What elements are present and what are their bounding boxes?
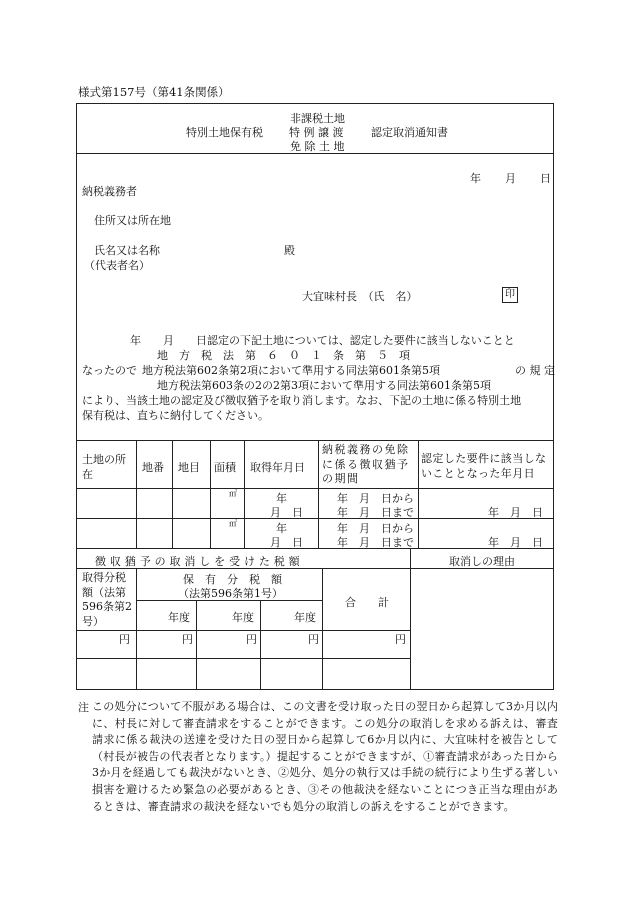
- t1-r2-unit: ㎡: [229, 519, 237, 528]
- t2-col-4: [322, 568, 323, 690]
- notes-text: この処分について不服がある場合は、この文書を受け取った日の翌日から起算して3か月以内に、村長に対して審査請求をすることができます。この処分の取消しを求める訴えは、審査請求に係る裁決の送達を受けた日の翌日から起算して6か月以内に、大宜味村を被告として（村長が被告の代表者となります。）提起することができますが、①審査請求があった日から3か月を経過しても裁決がないとき、②処分、処分の執行又は手続の続行により生ずる著しい損害を避けるため緊急の必要があるとき、③その他裁決を経ないことにつき正当な理由があるときは、審査請求の裁決を経ないでも処分の取消しの訴えをすることができます。: [92, 700, 558, 813]
- address-label: 住所又は所在地: [94, 214, 171, 227]
- title-stack-mid: 特 例 譲 渡: [289, 126, 344, 139]
- title-stack-bot: 免 除 土 地: [290, 140, 345, 153]
- body-line-3: により、当該土地の認定及び徴収猶予を取り消します。なお、下記の土地に係る特別土地: [82, 394, 522, 407]
- t2-year-2: 年度: [232, 611, 254, 624]
- t1-h-acquired: 取得年月日: [250, 461, 305, 474]
- body-law-b: 地方税法第602条第2項において準用する同法第601条第5項: [142, 364, 440, 377]
- t2-year-1: 年度: [168, 611, 190, 624]
- t1-r2-acq-md: 月 日: [270, 536, 303, 549]
- body-line-2-post: の 規 定: [515, 364, 555, 377]
- t1-r2-inel-date: 年 月 日: [488, 536, 543, 549]
- t1-h-category: 地目: [178, 461, 200, 474]
- t2-col-2: [196, 600, 197, 690]
- t1-r1-unit: ㎡: [229, 489, 237, 498]
- honorific: 殿: [284, 244, 295, 257]
- t1-r1-acq-md: 月 日: [270, 506, 303, 519]
- title-prefix: 特別土地保有税: [186, 126, 263, 139]
- date-year: 年: [470, 172, 481, 185]
- date-day: 日: [540, 172, 551, 185]
- t2-col-1: [136, 568, 137, 690]
- t1-r1-def-from: 年 月 日から: [337, 492, 414, 505]
- t2-reason-divider: [410, 548, 411, 690]
- t1-col-1: [136, 440, 137, 548]
- t1-col-6: [418, 440, 419, 548]
- taxpayer-label: 納税義務者: [82, 185, 137, 198]
- table1-bottom: [76, 548, 554, 549]
- t1-h-lot: 地番: [142, 461, 164, 474]
- seal-mark: 印: [502, 287, 518, 303]
- table1-top: [76, 440, 554, 441]
- body-law-c: 地方税法第603条の2の2第3項において準用する同法第601条第5項: [157, 379, 491, 392]
- issuer: 大宜味村長 （氏 名）: [302, 290, 418, 303]
- t2-row-divider: [76, 658, 410, 659]
- title-divider: [76, 153, 554, 154]
- t1-h-location: 土地の所在: [82, 453, 126, 481]
- t1-r2-def-from: 年 月 日から: [337, 522, 414, 535]
- t1-h-ineligible: 認定した要件に該当しないこととなった年月日: [421, 452, 547, 480]
- t2-holding-tax: 保 有 分 税 額: [183, 573, 282, 586]
- t1-r1-inel-date: 年 月 日: [488, 506, 543, 519]
- t1-col-2: [172, 440, 173, 548]
- t1-col-4: [244, 440, 245, 548]
- table1-header-bottom: [76, 488, 554, 489]
- body-line-1: 年 月 日認定の下記土地については、認定した要件に該当しないことと: [130, 334, 515, 347]
- t1-r2-def-to: 年 月 日まで: [337, 536, 414, 549]
- t2-header-right: 取消しの理由: [449, 555, 515, 568]
- representative-label: （代表者名）: [84, 259, 150, 272]
- title-suffix: 認定取消通知書: [371, 126, 448, 139]
- body-line-4: 保有税は、直ちに納付してください。: [82, 409, 269, 422]
- t2-yen-1: 円: [119, 633, 130, 646]
- body-line-2-pre: なったので: [82, 364, 137, 377]
- name-label: 氏名又は名称: [94, 244, 160, 257]
- form-number: 様式第157号（第41条関係）: [78, 85, 230, 99]
- t2-total: 合 計: [345, 596, 389, 609]
- t1-r1-acq-year: 年: [276, 492, 287, 505]
- t2-year-3: 年度: [294, 611, 316, 624]
- body-law-a: 地 方 税 法 第 ６ ０ １ 条 第 ５ 項: [157, 349, 410, 362]
- t1-r2-acq-year: 年: [276, 522, 287, 535]
- notes-label: 注: [78, 701, 89, 714]
- t1-col-3: [210, 440, 211, 548]
- t2-acquired-tax: 取得分税額（法第596条第2号）: [82, 571, 132, 628]
- t2-yen-4: 円: [308, 633, 319, 646]
- t2-holding-law: （法第596条第1号）: [178, 587, 283, 600]
- t1-r1-def-to: 年 月 日まで: [337, 506, 414, 519]
- t2-yen-3: 円: [246, 633, 257, 646]
- t2-col-3: [260, 600, 261, 690]
- date-month: 月: [505, 172, 516, 185]
- table1-row-divider: [76, 518, 554, 519]
- t1-col-5: [318, 440, 319, 548]
- t2-yen-2: 円: [182, 633, 193, 646]
- t1-h-deferral: 納税義務の免除に係る徴収猶予の期間: [322, 443, 410, 485]
- title-stack-top: 非課税土地: [290, 112, 345, 125]
- t2-yen-5: 円: [395, 633, 406, 646]
- t1-h-area: 面積: [214, 461, 236, 474]
- t2-header-left: 徴 収 猶 予 の 取 消 し を 受 け た 税 額: [95, 555, 300, 568]
